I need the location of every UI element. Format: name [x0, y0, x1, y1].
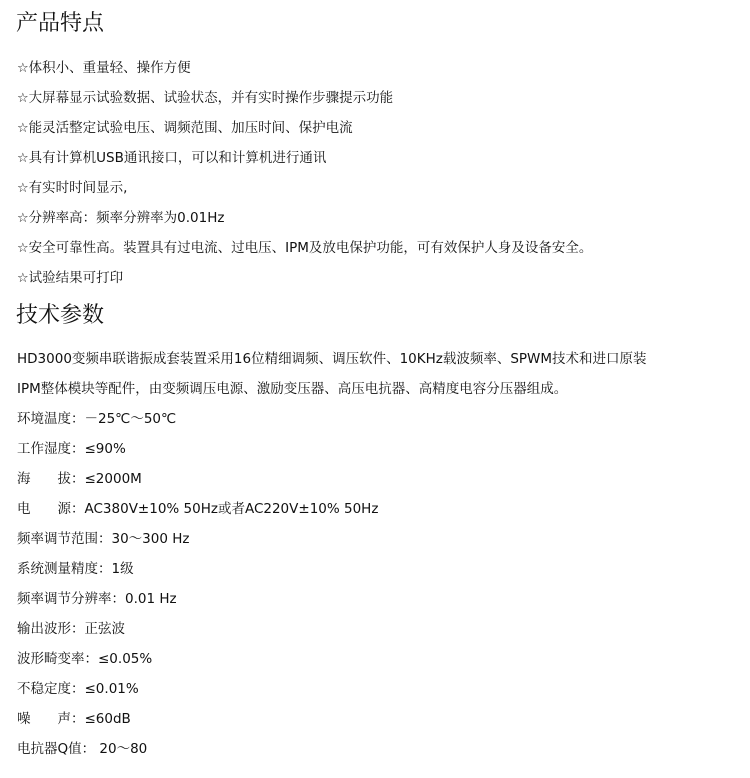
star-bullet-icon: ☆: [17, 91, 29, 106]
spec-param: 海 拔：≤2000M: [17, 471, 142, 487]
feature-text: 具有计算机USB通讯接口，可以和计算机进行通讯: [28, 150, 327, 166]
star-bullet-icon: ☆: [17, 151, 29, 166]
specs-title: 技术参数: [16, 303, 105, 328]
star-bullet-icon: ☆: [17, 181, 29, 196]
star-bullet-icon: ☆: [17, 271, 29, 286]
feature-text: 体积小、重量轻、操作方便: [28, 60, 191, 76]
star-bullet-icon: ☆: [17, 241, 29, 256]
feature-text: 有实时时间显示,: [28, 180, 128, 196]
specs-intro-line: HD3000变频串联谐振成套装置采用16位精细调频、调压软件、10KHz载波频率、SPWM技术和进口原装: [17, 351, 647, 367]
feature-item: [17, 149, 326, 168]
spec-param: 环境温度：－25℃～50℃: [17, 411, 177, 427]
spec-param: 电抗器Q值： 20～80: [17, 741, 148, 757]
spec-param: 输出波形：正弦波: [17, 621, 125, 637]
feature-text: 能灵活整定试验电压、调频范围、加压时间、保护电流: [28, 120, 353, 136]
feature-item: [17, 59, 191, 78]
feature-item: [17, 119, 353, 138]
spec-param: 频率调节分辨率：0.01 Hz: [17, 591, 177, 607]
spec-param: 电 源：AC380V±10% 50Hz或者AC220V±10% 50Hz: [17, 501, 379, 517]
feature-text: 安全可靠性高。装置具有过电流、过电压、IPM及放电保护功能，可有效保护人身及设备安全。: [28, 240, 593, 256]
spec-param: 不稳定度：≤0.01%: [17, 681, 139, 697]
feature-text: 分辨率高：频率分辨率为0.01Hz: [28, 210, 225, 226]
spec-param: 系统测量精度：1级: [17, 561, 134, 577]
feature-item: [17, 239, 592, 258]
spec-param: 工作湿度：≤90%: [17, 441, 126, 457]
star-bullet-icon: ☆: [17, 61, 29, 76]
feature-text: 试验结果可打印: [28, 270, 124, 286]
feature-text: 大屏幕显示试验数据、试验状态，并有实时操作步骤提示功能: [28, 90, 394, 106]
specs-intro-line: IPM整体模块等配件，由变频调压电源、激励变压器、高压电抗器、高精度电容分压器组成。: [17, 381, 568, 397]
feature-item: [17, 209, 224, 228]
spec-param: 波形畸变率：≤0.05%: [17, 651, 153, 667]
features-title: 产品特点: [16, 11, 105, 36]
star-bullet-icon: ☆: [17, 121, 29, 136]
feature-item: [17, 269, 123, 288]
star-bullet-icon: ☆: [17, 211, 29, 226]
feature-item: [17, 89, 393, 108]
spec-param: 噪 声：≤60dB: [17, 711, 131, 727]
spec-param: 频率调节范围：30～300 Hz: [17, 531, 190, 547]
feature-item: [17, 179, 127, 198]
